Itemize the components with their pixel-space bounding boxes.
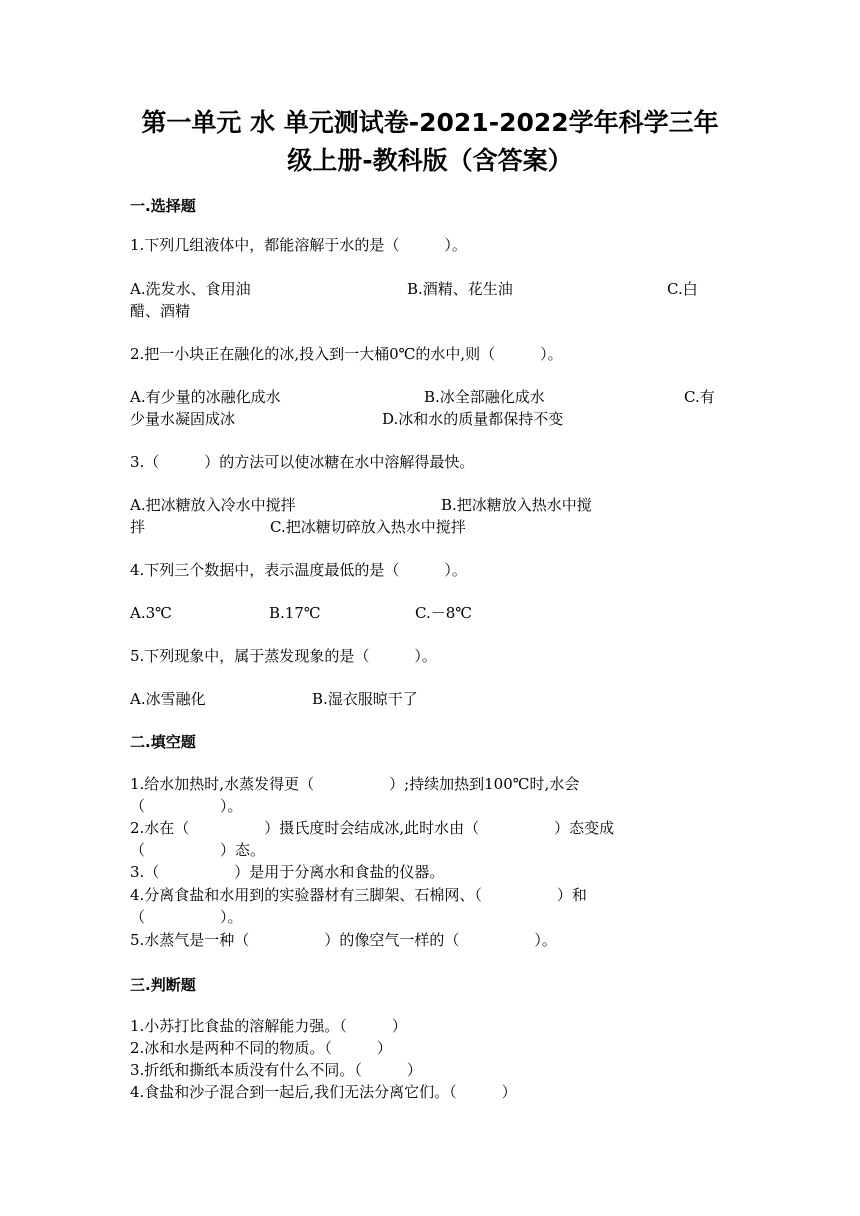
question-5-stem: 5.下列现象中，属于蒸发现象的是（ ）。 (130, 647, 437, 665)
question-3-stem: 3.（ ）的方法可以使冰糖在水中溶解得最快。 (130, 453, 475, 471)
judge-line: 2.冰和水是两种不同的物质。（ ） (130, 1039, 392, 1057)
fill-line: （ ）。 (130, 797, 243, 815)
question-1-option-a: A.洗发水、食用油 (130, 280, 251, 298)
judge-line: 3.折纸和撕纸本质没有什么不同。（ ） (130, 1061, 422, 1079)
question-3-option-b-cont: 拌 (130, 518, 146, 536)
question-2-option-d: D.冰和水的质量都保持不变 (382, 410, 564, 428)
fill-line: 3.（ ）是用于分离水和食盐的仪器。 (130, 863, 445, 881)
question-3-option-c: C.把冰糖切碎放入热水中搅拌 (270, 518, 466, 536)
question-1-option-c: C.白 (667, 280, 698, 298)
question-2-option-a: A.有少量的冰融化成水 (130, 388, 281, 406)
question-2-option-b: B.冰全部融化成水 (424, 388, 545, 406)
question-2-option-c: C.有 (684, 388, 715, 406)
question-4-option-a: A.3℃ (130, 604, 172, 622)
question-1-stem: 1.下列几组液体中，都能溶解于水的是（ ）。 (130, 236, 467, 254)
fill-line: （ ）态。 (130, 841, 266, 859)
judge-line: 4.食盐和沙子混合到一起后,我们无法分离它们。（ ） (130, 1083, 517, 1101)
judge-line: 1.小苏打比食盐的溶解能力强。（ ） (130, 1017, 407, 1035)
fill-line: 5.水蒸气是一种（ ）的像空气一样的（ ）。 (130, 931, 557, 949)
question-3-option-b: B.把冰糖放入热水中搅 (441, 496, 592, 514)
question-5-option-b: B.湿衣服晾干了 (312, 690, 418, 708)
question-1-option-b: B.酒精、花生油 (407, 280, 513, 298)
fill-line: 2.水在（ ）摄氏度时会结成冰,此时水由（ ）态变成 (130, 819, 615, 837)
fill-line: （ ）。 (130, 908, 243, 926)
question-3-option-a: A.把冰糖放入冷水中搅拌 (130, 496, 296, 514)
title-line-1: 第一单元 水 单元测试卷-2021-2022学年科学三年 (141, 108, 719, 137)
question-4-option-c: C.－8℃ (415, 604, 473, 622)
question-2-stem: 2.把一小块正在融化的冰,投入到一大桶0℃的水中,则（ ）。 (130, 345, 563, 363)
title-line-2: 级上册-教科版（含答案） (287, 146, 573, 175)
question-4-option-b: B.17℃ (269, 604, 321, 622)
fill-line: 1.给水加热时,水蒸发得更（ ）;持续加热到100℃时,水会 (130, 775, 580, 793)
question-2-option-c-cont: 少量水凝固成冰 (130, 410, 236, 428)
question-4-stem: 4.下列三个数据中，表示温度最低的是（ ）。 (130, 561, 467, 579)
question-1-option-c-cont: 醋、酒精 (130, 302, 191, 320)
section-heading-fill: 二.填空题 (130, 733, 196, 751)
fill-line: 4.分离食盐和水用到的实验器材有三脚架、石棉网、（ ）和 (130, 886, 587, 904)
section-heading-choice: 一.选择题 (130, 197, 196, 215)
section-heading-judge: 三.判断题 (130, 976, 196, 994)
document-title (100, 104, 760, 180)
question-5-option-a: A.冰雪融化 (130, 690, 206, 708)
